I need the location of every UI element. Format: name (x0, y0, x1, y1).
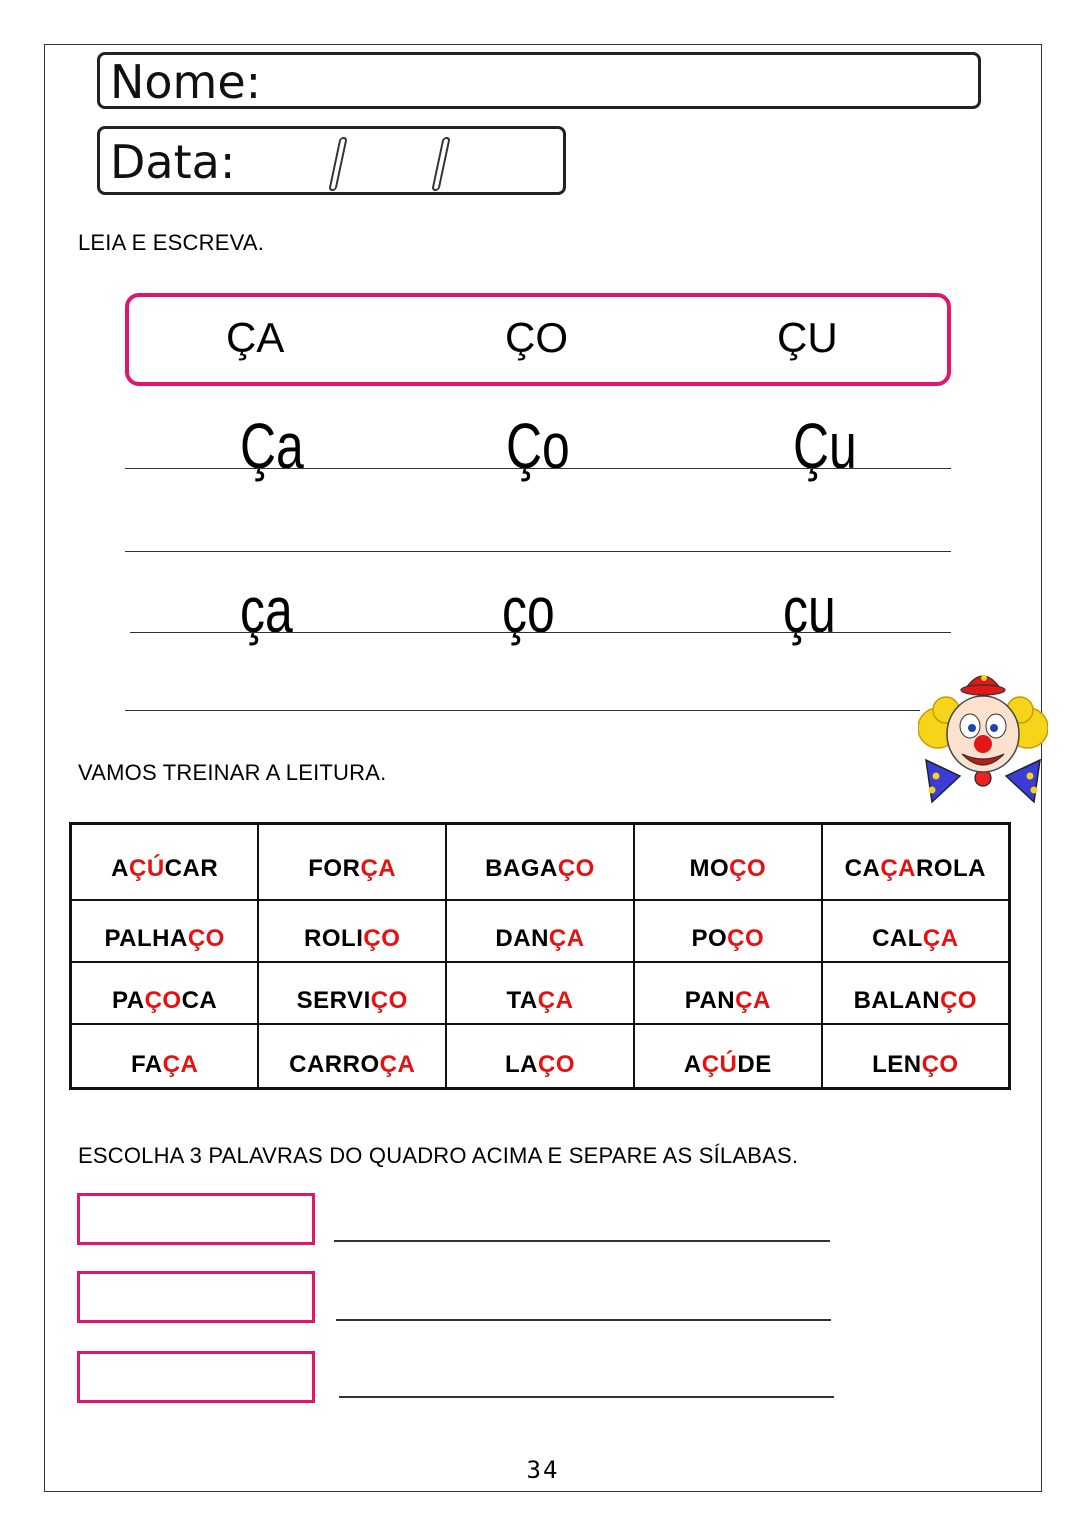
word-highlight: ÇO (144, 987, 182, 1015)
word-cell (822, 900, 1010, 962)
word-part: PALHA (104, 925, 188, 953)
date-field[interactable] (97, 126, 566, 195)
word-highlight: ÇÚ (128, 854, 165, 882)
word-part: MO (689, 854, 730, 882)
cursive-capital-ca: Ça (240, 410, 304, 482)
date-slash-1 (328, 137, 347, 191)
word-cell (822, 1024, 1010, 1088)
word-highlight: ÇO (187, 925, 225, 953)
word-highlight: ÇO (370, 987, 408, 1015)
instruction-separate-syllables: ESCOLHA 3 PALAVRAS DO QUADRO ACIMA E SEPARE AS SÍLABAS. (78, 1143, 799, 1168)
word-highlight: ÇO (537, 1051, 575, 1078)
word-part: LEN (872, 1051, 922, 1078)
word-highlight: ÇA (537, 987, 574, 1015)
word-cell (446, 962, 634, 1024)
writing-line-1[interactable] (125, 468, 951, 469)
page-number: 34 (526, 1456, 560, 1484)
word-table (69, 822, 1011, 1090)
word-part: SERVI (296, 987, 371, 1015)
word-cell (822, 962, 1010, 1024)
word-cell (634, 1024, 822, 1088)
word-cell (446, 1024, 634, 1088)
word-part: BALAN (853, 987, 941, 1015)
word-part: FOR (308, 854, 361, 882)
word-part: CA (181, 987, 218, 1015)
word-part: ROLI (304, 925, 364, 953)
syllable-box (125, 293, 951, 386)
word-highlight: ÇO (921, 1051, 959, 1078)
word-highlight: ÇA (162, 1051, 199, 1078)
word-row (71, 1024, 1010, 1088)
word-highlight: ÇA (379, 1051, 416, 1078)
instruction-reading-practice: VAMOS TREINAR A LEITURA. (78, 760, 387, 785)
word-highlight: ÇO (727, 925, 765, 953)
word-highlight: ÇA (360, 854, 397, 882)
word-part: FA (130, 1051, 163, 1078)
cursive-capital-cu: Çu (793, 410, 857, 482)
word-cell (634, 900, 822, 962)
word-highlight: ÇO (940, 987, 978, 1015)
word-cell (71, 1024, 259, 1088)
syllable-line-1[interactable] (334, 1240, 830, 1242)
word-cell (446, 824, 634, 900)
word-box-1[interactable] (77, 1193, 315, 1245)
word-part: TA (506, 987, 538, 1015)
word-box-2[interactable] (77, 1271, 315, 1323)
date-label: Data: (110, 135, 236, 189)
word-highlight: ÇA (880, 854, 917, 882)
word-part: CA (844, 854, 881, 882)
word-row (71, 962, 1010, 1024)
syllable-line-3[interactable] (339, 1396, 834, 1398)
word-cell (258, 900, 446, 962)
word-highlight: ÇA (735, 987, 771, 1015)
word-cell (446, 900, 634, 962)
writing-line-2[interactable] (125, 551, 951, 552)
name-field[interactable] (97, 52, 981, 109)
clown-face-icon (918, 664, 1048, 806)
cursive-lower-co: ço (502, 574, 555, 646)
word-highlight: ÇÚ (701, 1051, 738, 1078)
word-highlight: ÇO (363, 925, 401, 953)
word-cell (258, 962, 446, 1024)
word-cell (71, 824, 259, 900)
word-cell (71, 900, 259, 962)
word-part: CAR (164, 854, 219, 882)
word-part: DAN (495, 925, 549, 953)
word-cell (258, 1024, 446, 1088)
word-part: DE (737, 1051, 772, 1078)
word-row (71, 824, 1010, 900)
word-highlight: ÇO (557, 854, 595, 882)
word-part: CAL (872, 925, 923, 953)
word-cell (258, 824, 446, 900)
date-slash-2 (431, 137, 450, 191)
cursive-lower-cu: çu (783, 574, 836, 646)
writing-line-3[interactable] (130, 632, 951, 633)
word-highlight: ÇA (922, 925, 959, 953)
cursive-lower-ca: ça (240, 574, 293, 646)
word-part: A (111, 854, 129, 882)
word-part: PAN (684, 987, 736, 1015)
word-part: LA (504, 1051, 538, 1078)
writing-line-4[interactable] (125, 710, 920, 711)
word-part: ROLA (916, 854, 987, 882)
word-cell (822, 824, 1010, 900)
word-row (71, 900, 1010, 962)
word-part: CARRO (289, 1051, 380, 1078)
word-cell (71, 962, 259, 1024)
word-box-3[interactable] (77, 1351, 315, 1403)
instruction-read-write: LEIA E ESCREVA. (78, 230, 265, 255)
word-part: PA (112, 987, 145, 1015)
syllable-ca: ÇA (226, 314, 285, 361)
word-cell (634, 962, 822, 1024)
word-cell (634, 824, 822, 900)
word-part: BAGA (485, 854, 558, 882)
syllable-cu: ÇU (777, 314, 838, 361)
word-part: PO (691, 925, 728, 953)
cursive-capital-co: Ço (506, 410, 570, 482)
word-highlight: ÇA (548, 925, 585, 953)
name-label: Nome: (110, 55, 262, 109)
syllable-line-2[interactable] (336, 1319, 831, 1321)
word-highlight: ÇO (729, 854, 767, 882)
word-part: A (683, 1051, 702, 1078)
syllable-co: ÇO (505, 314, 568, 361)
